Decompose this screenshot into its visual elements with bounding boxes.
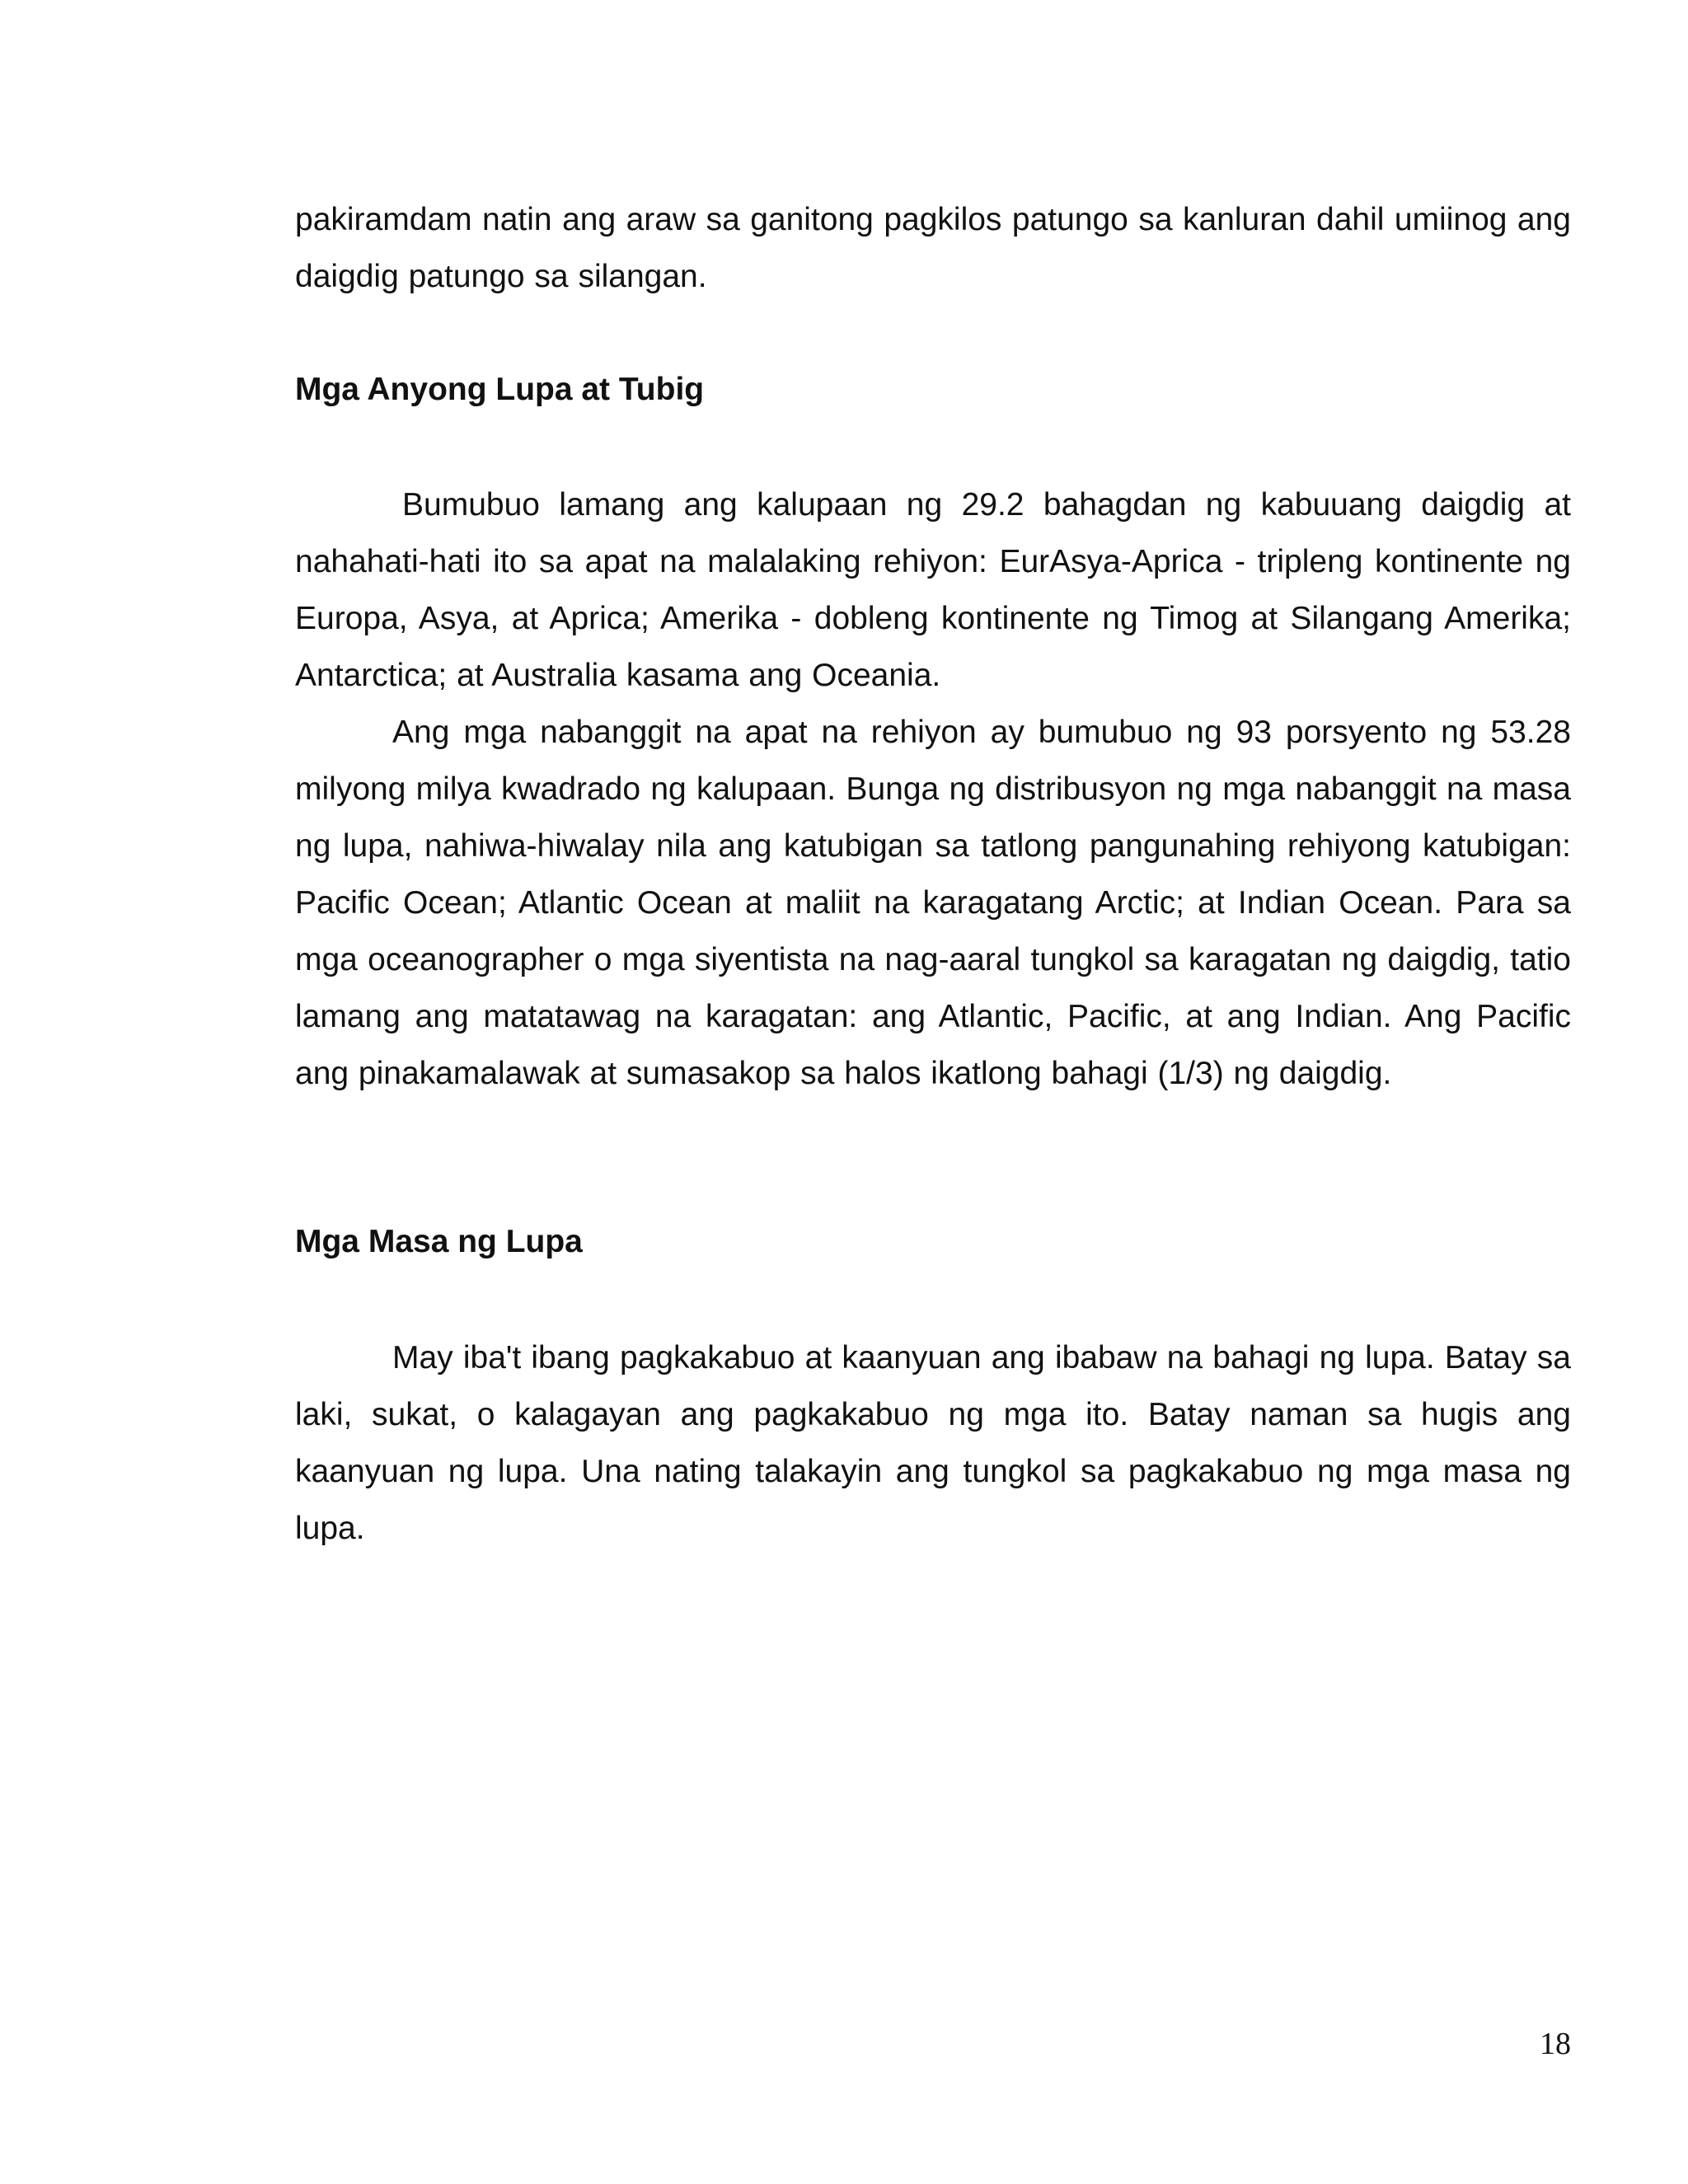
section-heading-anyong-lupa: Mga Anyong Lupa at Tubig [295, 372, 705, 407]
spacer [295, 1102, 1571, 1213]
paragraph-rehiyon: Ang mga nabanggit na apat na rehiyon ay bumubuo ng 93 porsyento ng 53.28 milyong milya kwadrado ng kalupaan. Bunga ng distribusyon ng mga nabanggit na masa ng lupa, nahiwa-hiwalay nila ang katubigan sa tatlong pangunahing rehiyong katubigan: Pacific Ocean; Atlantic Ocean at maliit na karagatang Arctic; at Indian Ocean. Para sa mga oceanographer o mga siyentista na nag-aaral tungkol sa karagatan ng daigdig, tatio lamang ang matatawag na karagatan: ang Atlantic, Pacific, at ang Indian. Ang Pacific ang pinakamalawak at sumasakop sa halos ikatlong bahagi (1/3) ng daigdig. [295, 715, 1571, 1091]
paragraph-kalupaan: Bumubuo lamang ang kalupaan ng 29.2 bahagdan ng kabuuang daigdig at nahahati-hati ito sa apat na malalaking rehiyon: EurAsya-Aprica - tripleng kontinente ng Europa, Asya, at Aprica; Amerika - dobleng kontinente ng Timog at Silangang Amerika; Antarctica; at Australia kasama ang Oceania. [295, 487, 1571, 693]
intro-paragraph: pakiramdam natin ang araw sa ganitong pagkilos patungo sa kanluran dahil umiinog ang daigdig patungo sa silangan. [295, 202, 1571, 294]
spacer [295, 305, 1571, 361]
page-body [295, 191, 1571, 1557]
spacer [295, 1270, 1571, 1329]
page-number: 18 [1540, 2027, 1571, 2061]
section-heading-masa-ng-lupa: Mga Masa ng Lupa [295, 1224, 583, 1259]
spacer [295, 418, 1571, 476]
paragraph-pagkakabuo: May iba't ibang pagkakabuo at kaanyuan ang ibabaw na bahagi ng lupa. Batay sa laki, sukat, o kalagayan ang pagkakabuo ng mga ito. Batay naman sa hugis ang kaanyuan ng lupa. Una nating talakayin ang tungkol sa pagkakabuo ng mga masa ng lupa. [295, 1340, 1571, 1546]
